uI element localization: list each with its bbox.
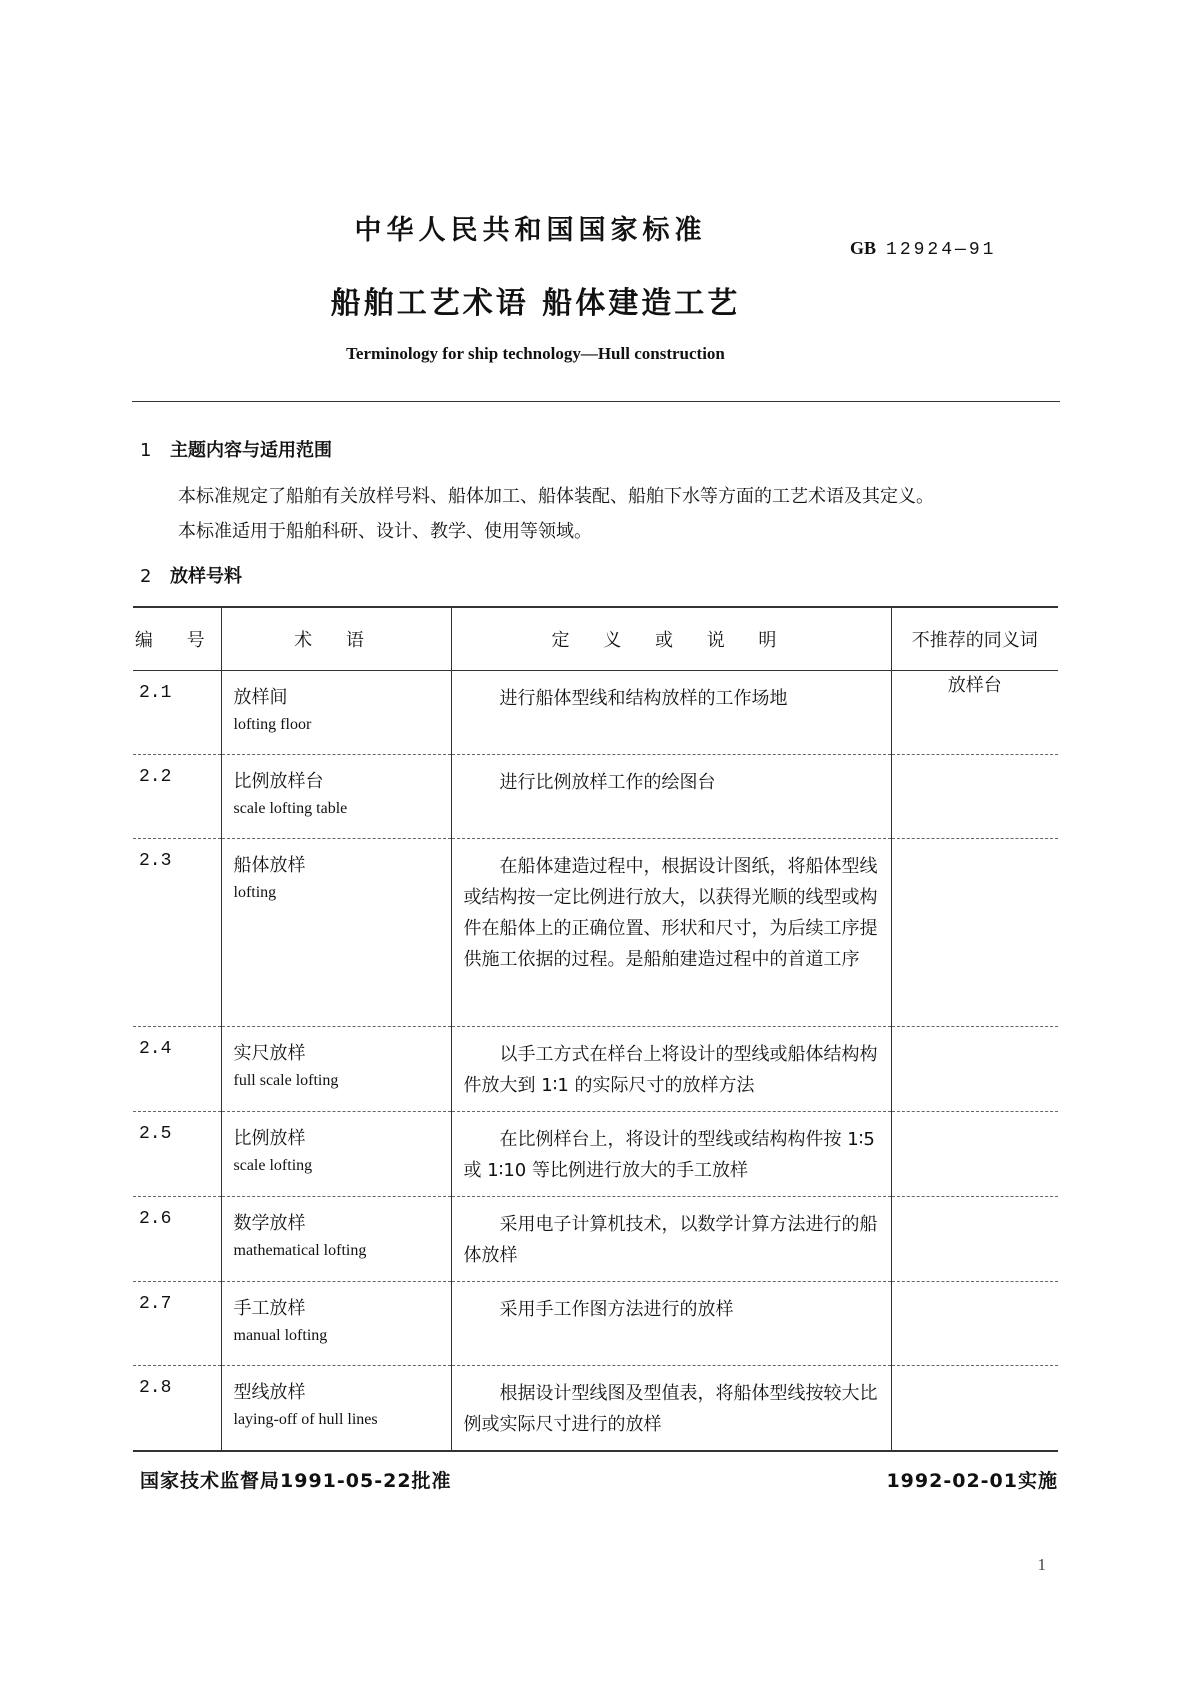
term-number: 2.1 — [139, 683, 172, 703]
term-cn: 实尺放样 — [233, 1043, 306, 1064]
standard-code — [850, 238, 996, 260]
term-cn: 放样间 — [233, 687, 288, 708]
term-cell — [221, 671, 451, 755]
term-number: 2.2 — [133, 755, 221, 839]
term-cell — [221, 839, 451, 1027]
section-2-heading — [140, 562, 242, 588]
section-1-paragraph-2: 本标准适用于船舶科研、设计、教学、使用等领域。 — [178, 521, 592, 542]
term-en: lofting — [233, 884, 277, 901]
term-number: 2.7 — [133, 1282, 221, 1366]
table-row — [133, 839, 1058, 1027]
section-1-paragraph-1: 本标准规定了船舶有关放样号料、船体加工、船体装配、船舶下水等方面的工艺术语及其定义。 — [178, 486, 934, 507]
term-en: mathematical lofting — [233, 1242, 367, 1259]
table-row — [133, 1112, 1058, 1197]
table-row — [133, 1366, 1058, 1452]
term-definition: 根据设计型线图及型值表，将船体型线按较大比例或实际尺寸进行的放样 — [451, 1366, 891, 1452]
section-1-title: 主题内容与适用范围 — [170, 440, 332, 461]
terms-table — [133, 606, 1058, 1452]
term-cn: 比例放样 — [233, 1128, 306, 1149]
term-definition: 在船体建造过程中，根据设计图纸，将船体型线或结构按一定比例进行放大，以获得光顺的线型或构件在船体上的正确位置、形状和尺寸，为后续工序提供施工依据的过程。是船舶建造过程中的首道工序 — [451, 839, 891, 1027]
header-term: 术 语 — [221, 607, 451, 671]
term-definition: 以手工方式在样台上将设计的型线或船体结构构件放大到 1∶1 的实际尺寸的放样方法 — [451, 1027, 891, 1112]
standard-code-number: 12924—91 — [886, 240, 997, 260]
term-definition: 进行船体型线和结构放样的工作场地 — [451, 671, 891, 755]
term-en: lofting floor — [233, 716, 312, 733]
standard-code-prefix: GB — [850, 238, 877, 258]
term-en: full scale lofting — [233, 1072, 339, 1089]
term-cell — [221, 1282, 451, 1366]
term-number: 2.8 — [133, 1366, 221, 1452]
term-definition: 采用手工作图方法进行的放样 — [451, 1282, 891, 1366]
term-cell — [221, 1027, 451, 1112]
term-definition: 进行比例放样工作的绘图台 — [451, 755, 891, 839]
term-cell — [221, 1366, 451, 1452]
table-row — [133, 1027, 1058, 1112]
term-cell — [221, 1112, 451, 1197]
table-header-row — [133, 607, 1058, 671]
header-num: 编 号 — [133, 607, 221, 671]
term-synonym — [891, 1027, 1058, 1112]
header-divider — [132, 401, 1060, 402]
term-cn: 船体放样 — [233, 855, 306, 876]
term-synonym — [891, 755, 1058, 839]
term-cn: 型线放样 — [233, 1382, 306, 1403]
term-cn: 比例放样台 — [233, 771, 324, 792]
page-number: 1 — [1037, 1555, 1046, 1574]
term-number: 2.3 — [133, 839, 221, 1027]
term-definition: 在比例样台上，将设计的型线或结构构件按 1∶5 或 1∶10 等比例进行放大的手工放样 — [451, 1112, 891, 1197]
header-definition: 定 义 或 说 明 — [451, 607, 891, 671]
term-en: scale lofting table — [233, 800, 348, 817]
national-standard-heading: 中华人民共和国国家标准 — [354, 215, 707, 246]
section-1-number: 1 — [140, 440, 152, 461]
term-en: scale lofting — [233, 1157, 313, 1174]
section-1-heading — [140, 436, 332, 462]
term-synonym — [891, 839, 1058, 1027]
section-2-number: 2 — [140, 566, 152, 587]
term-synonym — [891, 1366, 1058, 1452]
table-row — [133, 1282, 1058, 1366]
term-en: laying-off of hull lines — [233, 1411, 378, 1428]
term-number: 2.5 — [133, 1112, 221, 1197]
term-synonym — [891, 1112, 1058, 1197]
term-cell — [221, 1197, 451, 1282]
section-2-title: 放样号料 — [170, 566, 242, 587]
term-number: 2.6 — [133, 1197, 221, 1282]
term-cn: 手工放样 — [233, 1298, 306, 1319]
header-synonym: 不推荐的同义词 — [891, 607, 1058, 671]
term-definition: 采用电子计算机技术，以数学计算方法进行的船体放样 — [451, 1197, 891, 1282]
table-row — [133, 755, 1058, 839]
implementation-note: 1992-02-01实施 — [886, 1470, 1058, 1492]
term-synonym — [891, 1282, 1058, 1366]
document-title-en: Terminology for ship technology—Hull construction — [346, 344, 725, 363]
term-cell — [221, 755, 451, 839]
term-number: 2.4 — [133, 1027, 221, 1112]
document-title-cn: 船舶工艺术语 船体建造工艺 — [330, 286, 741, 321]
table-row — [133, 671, 1058, 755]
term-synonym: 放样台 — [891, 671, 1058, 755]
term-synonym — [891, 1197, 1058, 1282]
term-en: manual lofting — [233, 1327, 328, 1344]
approval-note: 国家技术监督局1991-05-22批准 — [140, 1470, 452, 1492]
term-cn: 数学放样 — [233, 1213, 306, 1234]
table-row — [133, 1197, 1058, 1282]
